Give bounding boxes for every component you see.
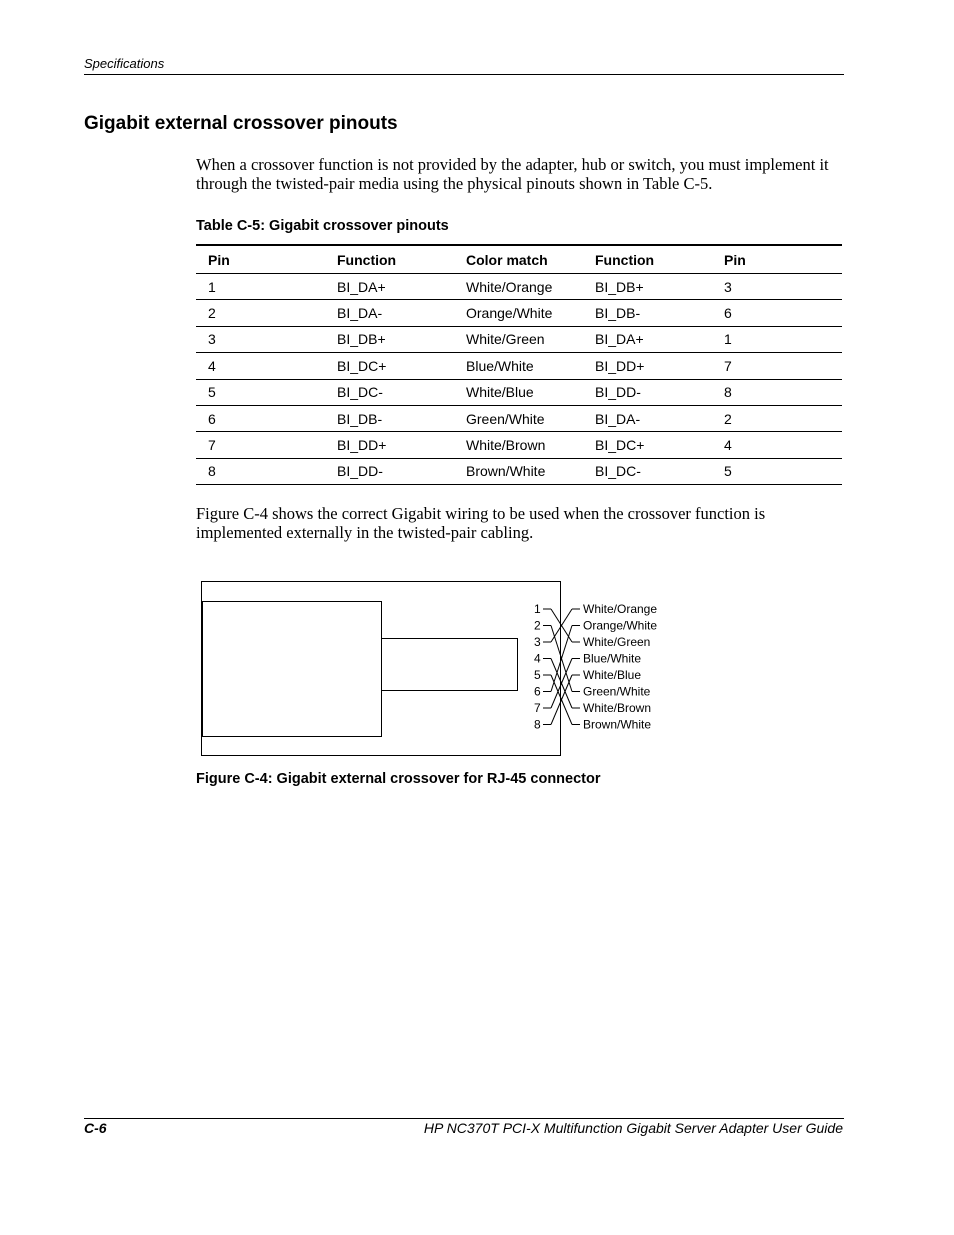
table-cell: 2 [196,300,325,326]
table-cell: BI_DB- [325,405,454,431]
table-cell: BI_DA- [583,405,712,431]
table-cell: White/Blue [454,379,583,405]
table-row [196,379,842,405]
column-header-pin-2: Pin [712,245,842,274]
table-cell: BI_DD- [325,458,454,484]
pin-number: 7 [534,701,541,715]
table-caption: Table C-5: Gigabit crossover pinouts [196,218,449,234]
table-cell: White/Green [454,326,583,352]
table-row [196,274,842,300]
table-cell: 2 [712,405,842,431]
wire-color-label: Blue/White [583,651,642,666]
table-row [196,458,842,484]
column-header-function-2: Function [583,245,712,274]
table-cell: BI_DB+ [583,274,712,300]
table-cell: 7 [196,432,325,458]
header-rule [84,74,844,75]
wire-color-label: White/Green [583,635,651,649]
table-cell: BI_DD- [583,379,712,405]
column-header-function: Function [325,245,454,274]
table-cell: 6 [196,405,325,431]
table-cell: White/Orange [454,274,583,300]
pin-number: 8 [534,717,541,732]
table-cell: BI_DA- [325,300,454,326]
table-cell: 7 [712,353,842,379]
table-cell: Orange/White [454,300,583,326]
pin-number: 3 [534,635,541,649]
table-cell: 1 [196,274,325,300]
footer-page-number: C-6 [84,1120,107,1136]
column-header-pin: Pin [196,245,325,274]
table-cell: BI_DC- [325,379,454,405]
pin-number: 5 [534,668,541,682]
table-cell: White/Brown [454,432,583,458]
pin-number: 4 [534,651,541,666]
table-cell: 1 [712,326,842,352]
table-cell: 3 [196,326,325,352]
table-cell: BI_DD+ [583,353,712,379]
table-row [196,326,842,352]
wire-color-label: White/Blue [583,668,642,682]
wire-color-label: White/Orange [583,602,658,616]
table-cell: BI_DC+ [325,353,454,379]
wire-color-label: Green/White [583,684,651,699]
figure-intro-paragraph: Figure C-4 shows the correct Gigabit wiring to be used when the crossover function is implemented externally in the twisted-pair cabling. [196,504,766,542]
table-row [196,405,842,431]
running-head: Specifications [84,56,165,71]
pin-number: 2 [534,618,541,633]
wire-color-label: Brown/White [583,717,652,732]
wire-group [534,602,657,732]
table-header-row [196,245,842,274]
table-cell: 6 [712,300,842,326]
wire-color-label: Orange/White [583,618,658,633]
column-header-color-match: Color match [454,245,583,274]
table-cell: 4 [196,353,325,379]
footer-rule [84,1118,844,1119]
table-row [196,300,842,326]
table-row [196,353,842,379]
table-cell: BI_DB+ [325,326,454,352]
intro-paragraph: When a crossover function is not provided by the adapter, hub or switch, you must implement it through the twisted-pair media using the physical pinouts shown in Table C-5. [196,155,829,193]
table-cell: BI_DD+ [325,432,454,458]
crossover-diagram [198,578,678,760]
pin-number: 6 [534,684,541,699]
table-cell: BI_DB- [583,300,712,326]
table-cell: 5 [196,379,325,405]
table-cell: 8 [196,458,325,484]
table-cell: BI_DC- [583,458,712,484]
pinout-table [196,244,842,485]
table-cell: Blue/White [454,353,583,379]
footer-guide-title: HP NC370T PCI-X Multifunction Gigabit Server Adapter User Guide [423,1120,843,1136]
table-cell: BI_DA+ [583,326,712,352]
connector-body [203,602,382,737]
connector-plug [382,639,518,691]
table-cell: 4 [712,432,842,458]
pin-number: 1 [534,602,541,616]
table-cell: BI_DC+ [583,432,712,458]
table-body [196,274,842,485]
table-cell: Brown/White [454,458,583,484]
table-cell: 8 [712,379,842,405]
wire-color-label: White/Brown [583,701,652,715]
section-title: Gigabit external crossover pinouts [84,113,398,134]
figure-caption: Figure C-4: Gigabit external crossover for RJ-45 connector [196,771,601,787]
table-cell: 5 [712,458,842,484]
table-cell: 3 [712,274,842,300]
table-cell: BI_DA+ [325,274,454,300]
table-cell: Green/White [454,405,583,431]
crossover-figure [198,578,678,760]
table-row [196,432,842,458]
